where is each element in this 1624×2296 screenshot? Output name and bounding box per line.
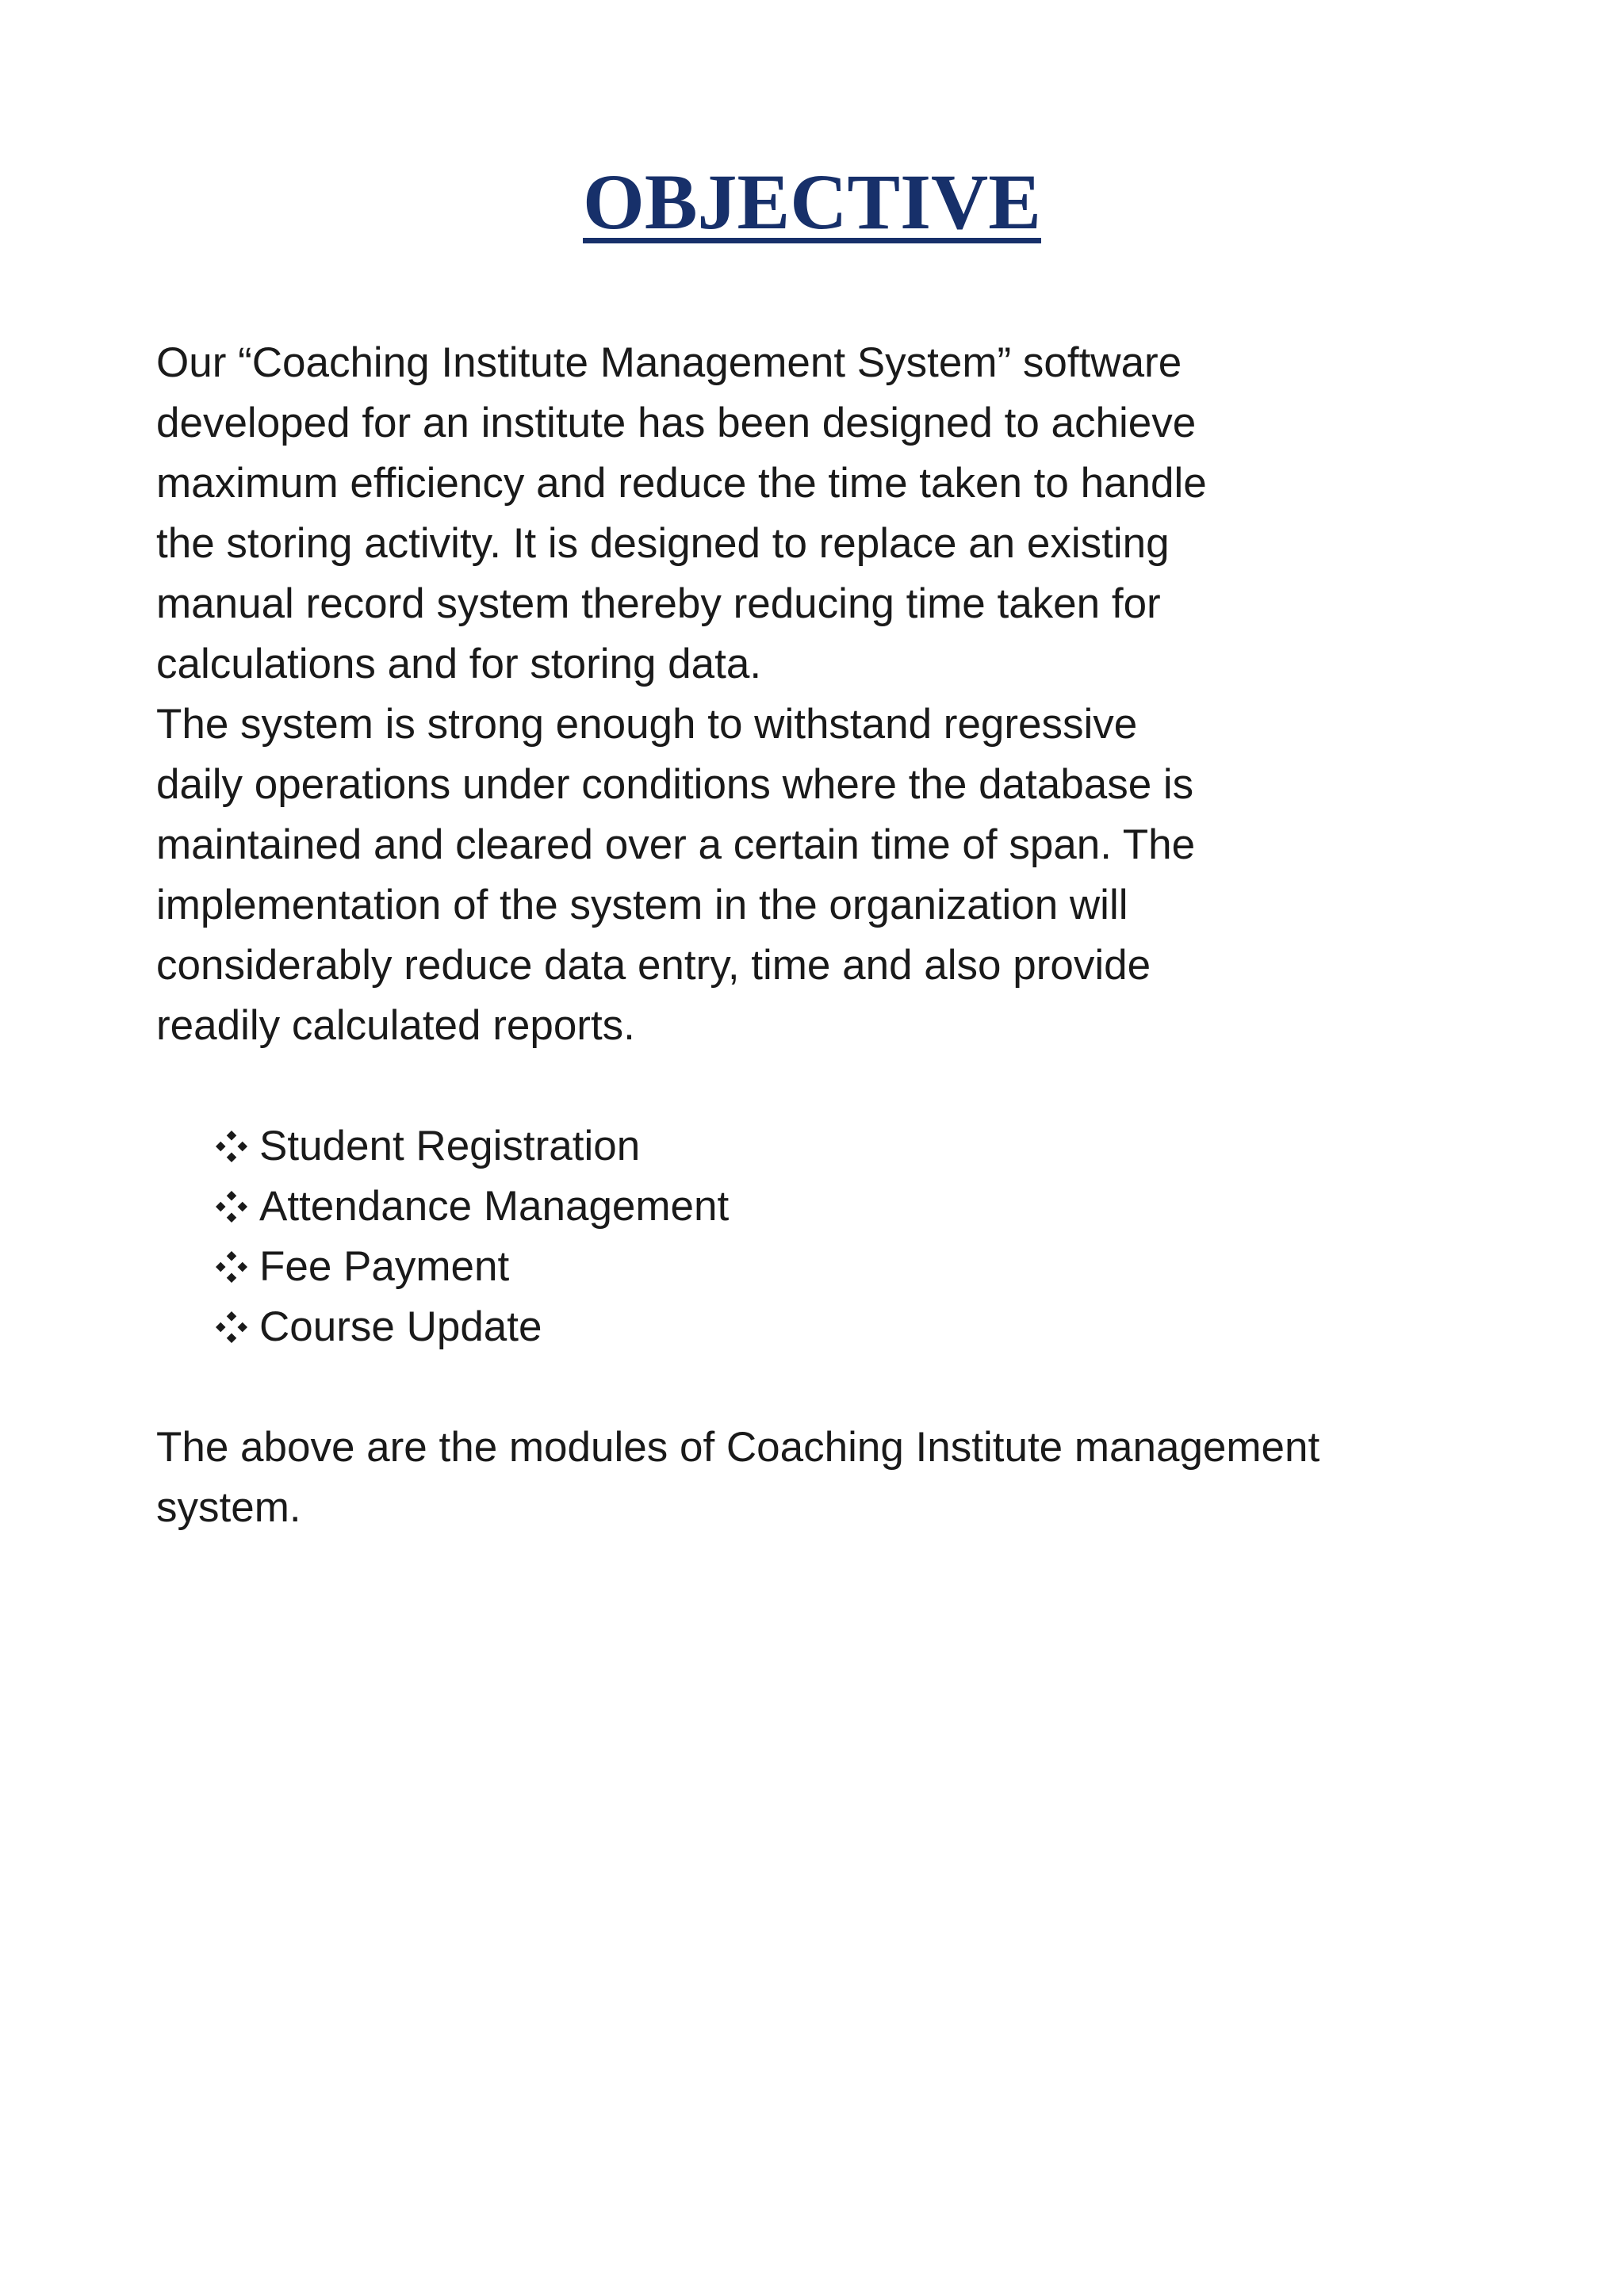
paragraph-line: implementation of the system in the organization will — [156, 882, 1128, 928]
module-label: Student Registration — [259, 1123, 641, 1169]
diamond-bullet-icon — [212, 1127, 251, 1166]
paragraph-line: considerably reduce data entry, time and also provide — [156, 942, 1151, 989]
module-item-course-update — [212, 1297, 729, 1357]
paragraph-line: the storing activity. It is designed to replace an existing — [156, 520, 1170, 567]
diamond-bullet-icon — [212, 1247, 251, 1287]
module-label: Course Update — [259, 1303, 542, 1350]
module-item-student-registration — [212, 1116, 729, 1177]
paragraph-line: Our “Coaching Institute Management System” software — [156, 339, 1182, 386]
paragraph-line: manual record system thereby reducing time taken for — [156, 580, 1161, 627]
system-paragraph — [156, 695, 1457, 1056]
page-title — [0, 155, 1624, 250]
diamond-bullet-icon — [212, 1187, 251, 1226]
intro-paragraph — [156, 333, 1457, 695]
module-label: Attendance Management — [259, 1183, 730, 1230]
paragraph-line: calculations and for storing data. — [156, 641, 762, 687]
paragraph-line: maintained and cleared over a certain time of span. The — [156, 821, 1196, 868]
paragraph-line: The system is strong enough to withstand regressive — [156, 701, 1138, 748]
paragraph-line: system. — [156, 1484, 301, 1531]
page-title-text: OBJECTIVE — [583, 158, 1041, 246]
paragraph-line: developed for an institute has been designed to achieve — [156, 400, 1197, 446]
paragraph-line: maximum efficiency and reduce the time taken to handle — [156, 460, 1207, 507]
module-item-fee-payment — [212, 1237, 729, 1297]
modules-list — [212, 1116, 729, 1357]
paragraph-line: readily calculated reports. — [156, 1002, 635, 1049]
diamond-bullet-icon — [212, 1307, 251, 1347]
paragraph-line: The above are the modules of Coaching Institute management — [156, 1424, 1320, 1471]
module-item-attendance-management — [212, 1177, 729, 1237]
paragraph-line: daily operations under conditions where the database is — [156, 761, 1194, 808]
closing-paragraph — [156, 1418, 1457, 1538]
module-label: Fee Payment — [259, 1243, 510, 1290]
